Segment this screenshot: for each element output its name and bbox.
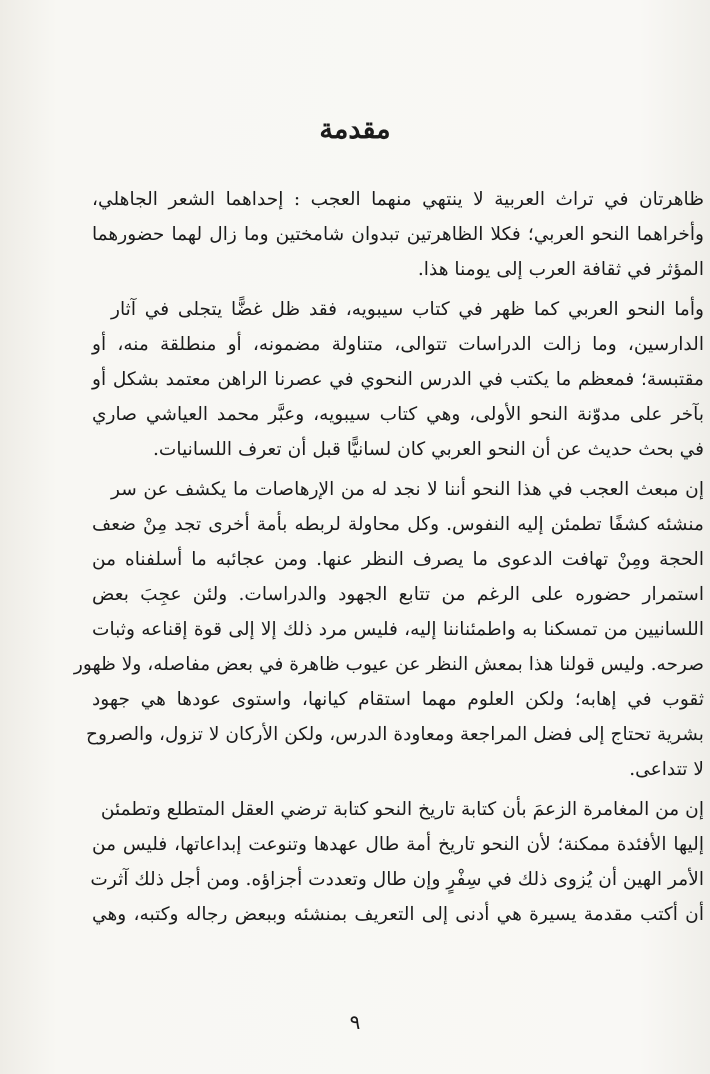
text-line: إليها الأفئدة ممكنة؛ لأن النحو تاريخ أمة طال عهدها وتنوعت إبداعاتها، فليس من	[92, 834, 704, 855]
text-line: لا تتداعى.	[629, 759, 704, 780]
text-line: الحجة ومِنْ تهافت الدعوى ما يصرف النظر عنها. ومن عجائبه ما أسلفناه من	[92, 549, 704, 570]
text-line: الدارسين، وما زالت الدراسات تتوالى، متناولة مضمونه، أو منطلقة منه، أو	[92, 334, 704, 355]
text-line: وأما النحو العربي كما ظهر في كتاب سيبويه، فقد ظل غضًّا يتجلى في آثار	[111, 299, 704, 320]
text-line: إن من المغامرة الزعمَ بأن كتابة تاريخ النحو كتابة ترضي العقل المتطلع وتطمئن	[100, 799, 704, 820]
text-line: ثقوب في إهابه؛ ولكن العلوم مهما استقام كيانها، واستوى عودها هي جهود	[92, 689, 704, 710]
text-line: ظاهرتان في تراث العربية لا ينتهي منهما العجب : إحداهما الشعر الجاهلي،	[92, 189, 704, 210]
text-line: إن مبعث العجب في هذا النحو أننا لا نجد له من الإرهاصات ما يكشف عن سر	[111, 479, 704, 500]
text-line: صرحه. وليس قولنا هذا بمعش النظر عن عيوب ظاهرة في بعض مفاصله، ولا ظهور	[73, 654, 704, 675]
text-line: في بحث حديث عن أن النحو العربي كان لسانيًّا قبل أن تعرف اللسانيات.	[152, 439, 704, 460]
text-line: أن أكتب مقدمة يسيرة هي أدنى إلى التعريف بمنشئه وببعض رجاله وكتبه، وهي	[92, 904, 704, 925]
text-line: مقتبسة؛ فمعظم ما يكتب في الدرس النحوي في عصرنا الراهن معتمد بشكل أو	[92, 369, 704, 390]
page-title: مقدمة	[319, 114, 391, 145]
text-line: بآخر على مدوّنة النحو الأولى، وهي كتاب سيبويه، وعبَّر محمد العياشي صاري	[92, 404, 704, 425]
text-line: وأخراهما النحو العربي؛ فكلا الظاهرتين تبدوان شامختين وما زال لهما حضورهما	[92, 224, 704, 245]
page-number: ٩	[349, 1010, 361, 1034]
text-line: منشئه كشفًا تطمئن إليه النفوس. وكل محاولة لربطه بأمة أخرى تجد مِنْ ضعف	[92, 514, 704, 535]
text-line: اللسانيين من تمسكنا به واطمئناننا إليه، فليس مرد ذلك إلا إلى قوة إقناعه وثبات	[92, 619, 704, 640]
text-line: استمرار حضوره على الرغم من تتابع الجهود والدراسات. ولئن عجِبَ بعض	[92, 584, 704, 605]
text-line: بشرية تحتاج إلى فضل المراجعة ومعاودة الدرس، ولكن الأركان لا تزول، والصروح	[85, 724, 704, 745]
text-line: المؤثر في ثقافة العرب إلى يومنا هذا.	[417, 259, 704, 280]
text-line: الأمر الهين أن يُزوى ذلك في سِفْرٍ وإن طال وتعددت أجزاؤه. ومن أجل ذلك آثرت	[90, 869, 704, 890]
